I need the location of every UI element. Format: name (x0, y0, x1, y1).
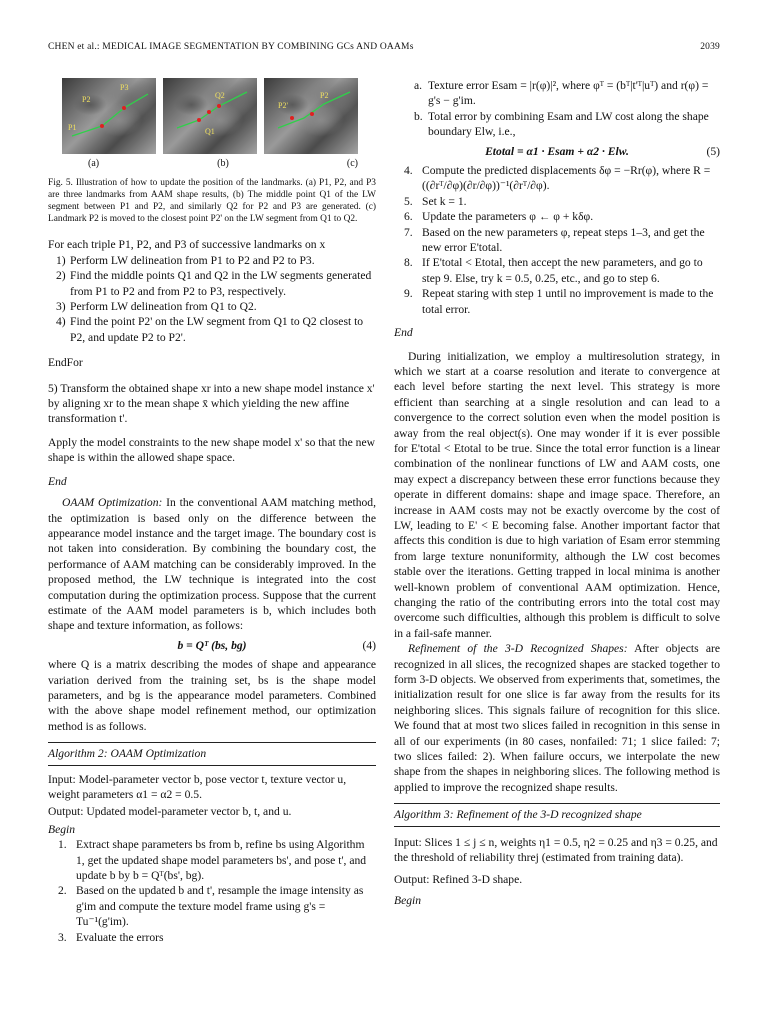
oaam-body: In the conventional AAM matching method, the optimization is based only on the difference between the appearance model instance and the target image. The boundary cost is not taken into consideration. By combining the boundary cost, the performance of AAM matching can be considerably improved. In the proposed method, the LW technique is integrated into the cost computation during the optimization process. Suppose that the current estimate of the AAM model parameters is b, which includes both shape and texture information, as follows: (48, 496, 376, 633)
equation-4-body: b = Qᵀ (bs, bg) (177, 638, 247, 652)
end-keyword-right: End (394, 326, 413, 340)
algorithm-2-steps (48, 837, 376, 945)
algorithm-3-input: Input: Slices 1 ≤ j ≤ n, weights η1 = 0.5, η2 = 0.25 and η3 = 0.25, and the threshold of reliability threj (estimated from training data). (394, 835, 718, 865)
algorithm-2-input: Input: Model-parameter vector b, pose vector t, texture vector u, weight parameters α1 = α2 = 0.5. (48, 772, 347, 801)
left-column (48, 78, 376, 945)
equation-5-number: (5) (706, 144, 720, 158)
oaam-heading: OAAM Optimization: (62, 496, 163, 510)
algorithm-2-steps-cont (394, 163, 720, 317)
panel-label-a: (a) (88, 158, 100, 169)
landmark-p3: P3 (120, 83, 129, 92)
landmark-overlay-c (264, 78, 358, 154)
equation-4 (48, 638, 376, 653)
algorithm-2-begin: Begin (48, 822, 76, 836)
landmark-p2: P2 (82, 95, 91, 104)
panel-label-c: (c) (346, 158, 358, 169)
equation-5 (394, 144, 720, 159)
landmark-overlay-a (62, 78, 156, 154)
landmark-overlay-b (163, 78, 257, 154)
algorithm-step: 7. Based on the new parameters φ, repeat steps 1–3, and get the new error E'total. (404, 225, 705, 255)
refinement-body: After objects are recognized in all slices, the recognized shapes are stacked together to form 3-D objects. We observed from experiments that, sometimes, the initialization result for one slice is far away from the results for its neighboring slices. This signals failure of recognition for this slice. We found that at most two slices failed in recognition in this sense in all of our experiments (in 80 cases, nonfailed: 71; 1 slice failed: 7; two slices failed: 2). When failure occurs, we interpolate the new shape from the shapes in neighboring slices. The following method is applied to improve the recognized shape results. (394, 642, 721, 794)
for-step: 4) Find the point P2' on the LW segment from Q1 to Q2 closest to P2, and update P2 to P2'. (56, 315, 364, 344)
right-column (394, 78, 720, 908)
algorithm-2-title: Algorithm 2: OAAM Optimization (48, 747, 207, 761)
algorithm-3-begin: Begin (394, 893, 422, 907)
for-step: 1) Perform LW delineation from P1 to P2 and P2 to P3. (56, 253, 315, 267)
algorithm-step: 1. Extract shape parameters bs from b, refine bs using Algorithm 1, get the updated shape model parameters bs', and pose t', and update b by b = Qᵀ(bs', bg). (58, 838, 367, 883)
algorithm-step: 5. Set k = 1. (404, 194, 467, 208)
algorithm-step: 2. Based on the updated b and t', resample the image intensity as g'im and compute the texture model frame using g's = Tu⁻¹(g'im). (58, 884, 364, 929)
landmark-p2-prime: P2' (278, 101, 288, 110)
algorithm-step: 9. Repeat staring with step 1 until no improvement is made to the total error. (404, 287, 714, 316)
landmark-q2: Q2 (215, 91, 225, 100)
figure-panel-b (163, 78, 257, 154)
equation-4-number: (4) (362, 638, 376, 652)
running-header (48, 42, 720, 52)
error-substeps (406, 78, 720, 140)
algorithm-3-output: Output: Refined 3-D shape. (394, 872, 523, 886)
step-5: 5) Transform the obtained shape xr into a new shape model instance x' by aligning xr to the mean shape x̄ which yielding the new affine transformation t'. (48, 381, 375, 426)
landmark-p1: P1 (68, 123, 77, 132)
apply-constraints: Apply the model constraints to the new shape model x' so that the new shape is within the allowed shape space. (48, 435, 375, 465)
for-step: 3) Perform LW delineation from Q1 to Q2. (56, 300, 257, 314)
substep-b: b. Total error by combining Esam and LW cost along the shape boundary Elw, i.e., (414, 109, 709, 139)
for-line: For each triple P1, P2, and P3 of successive landmarks on x (48, 238, 326, 252)
refinement-paragraph (394, 641, 720, 795)
landmark-q1: Q1 (205, 127, 215, 136)
for-step: 2) Find the middle points Q1 and Q2 in the LW segments generated from P1 to P2 and from P2 to P3, respectively. (56, 269, 372, 298)
endfor: EndFor (48, 356, 83, 370)
figure-caption: Fig. 5. Illustration of how to update the position of the landmarks. (a) P1, P2, and P3 are three landmarks from AAM shape results, (b) The middle point Q1 of the LW segment between P1 and P2, and similarly Q2 for P2 and P3 are generated. (c) Landmark P2 is moved to the closest point P2' on the LW segment from Q1 to Q2. (48, 178, 376, 225)
page-number: 2039 (700, 42, 720, 52)
figure-panel-c (264, 78, 358, 154)
algorithm-step: 6. Update the parameters φ ← φ + kδφ. (404, 210, 594, 224)
figure-5 (62, 78, 358, 154)
refinement-heading: Refinement of the 3-D Recognized Shapes: (408, 642, 628, 656)
algorithm-2-output: Output: Updated model-parameter vector b, t, and u. (48, 805, 292, 819)
initialization-paragraph: During initialization, we employ a multiresolution strategy, in which we start at a coarse resolution and iterate to convergence at each level before starting the next level. This strategy is more efficient than searching at a single resolution and can lead to a convergence to the correct solution even when the model position is away from the real object(s). One may wonder if it is ever possible for E'total < Etotal to be true. Since the total error function is a linear combination of the nonlinear functions of LW and AAM costs, one may expect a discrepancy between these error functions because they operate in different domains: shape and image space. Therefore, an increase in AAM costs may not be exactly overcome by the cost of LW, leading to E' < E becoming false. Another important factor that affects this condition is due to high variation of Esam error stemming from large texture nonuniformity, although the LW cost becomes stable over the iterations. Getting trapped in local minima is another well-known problem of conventional AAM optimization. Hence, changing the ratio of the contributing errors into the total cost may overcome such difficulties, although this problem is difficult to solve in a fail-safe manner. (394, 349, 720, 640)
algorithm-3-title: Algorithm 3: Refinement of the 3-D recognized shape (394, 808, 642, 822)
where-paragraph: where Q is a matrix describing the modes of shape and appearance variation derived from the training set, bs is the shape model parameters, and bg is the appearance model parameters. Combined with the above shape model refinement method, our optimization method is as follows. (48, 658, 376, 733)
for-steps (48, 253, 376, 345)
substep-a: a. Texture error Esam = |r(φ)|², where φᵀ = (bᵀ|t'ᵀ|uᵀ) and r(φ) = g's − g'im. (414, 79, 709, 108)
figure-panel-labels (88, 156, 358, 171)
figure-panel-a (62, 78, 156, 154)
landmark-p2-c: P2 (320, 91, 329, 100)
oaam-paragraph (48, 495, 376, 634)
end-keyword: End (48, 474, 67, 488)
algorithm-step: 3. Evaluate the errors (58, 930, 164, 944)
panel-label-b: (b) (217, 158, 229, 169)
algorithm-step: 8. If E'total < Etotal, then accept the new parameters, and go to step 9. Else, try k = 0.5, 0.25, etc., and go to step 6. (404, 256, 703, 285)
running-title: CHEN et al.: MEDICAL IMAGE SEGMENTATION BY COMBINING GCs AND OAAMs (48, 42, 414, 52)
algorithm-step: 4. Compute the predicted displacements δφ = −Rr(φ), where R = ((∂rᵀ/∂φ)(∂r/∂φ))⁻¹(∂rᵀ/∂φ). (404, 164, 711, 193)
equation-5-body: Etotal = α1 · Esam + α2 · Elw. (485, 144, 629, 158)
